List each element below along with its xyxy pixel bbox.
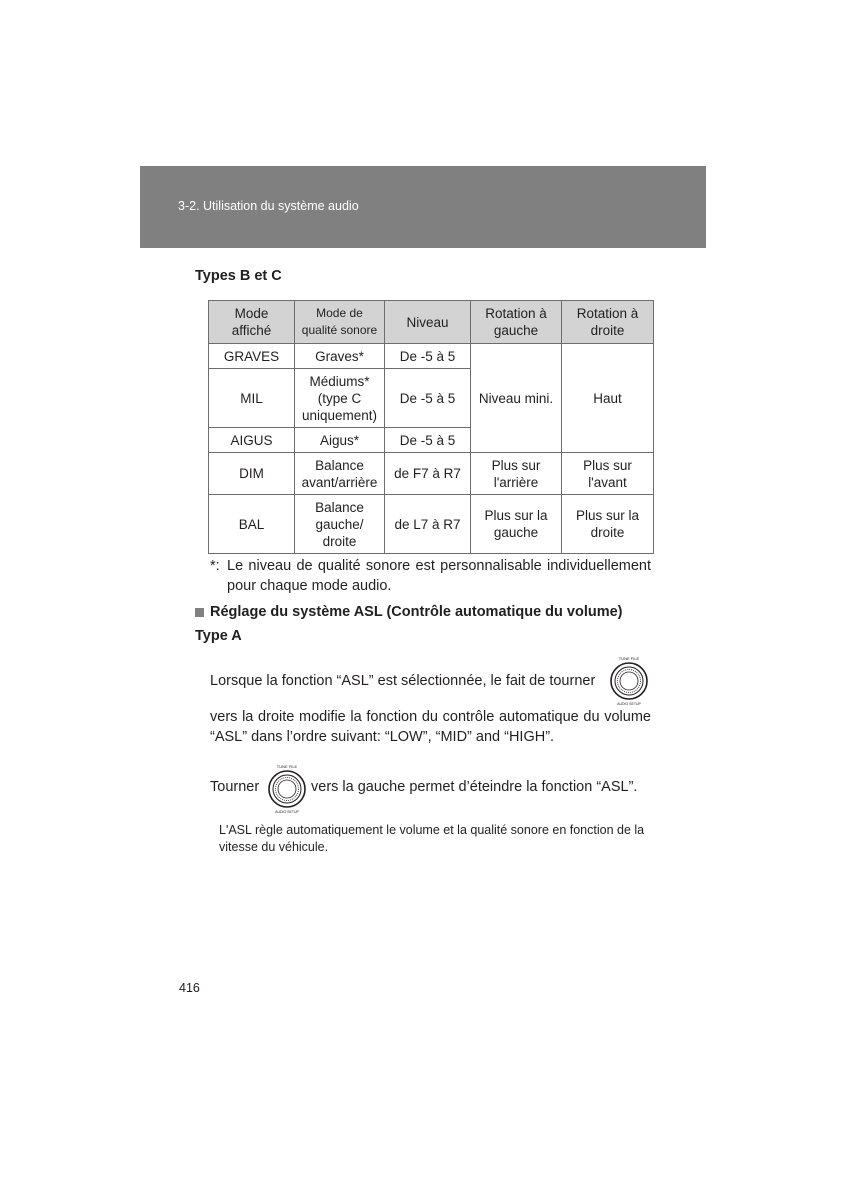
section-title: 3-2. Utilisation du système audio: [178, 199, 359, 213]
knob-top-label: TUNE FILE: [618, 656, 640, 661]
header-quality: Mode de qualité sonore: [295, 301, 385, 344]
cell-level: De -5 à 5: [385, 369, 471, 428]
asl-paragraph-3-before: Tourner: [210, 779, 260, 795]
header-level: Niveau: [385, 301, 471, 344]
asl-paragraph-1: Lorsque la fonction “ASL” est sélectionnée, le fait de tourner: [210, 673, 596, 689]
cell-quality: Aigus*: [295, 428, 385, 453]
asl-heading: [195, 604, 623, 620]
cell-mode: DIM: [209, 453, 295, 495]
tune-knob-icon: [606, 655, 652, 707]
type-a-label: Type A: [195, 628, 242, 644]
footnote: [210, 556, 651, 596]
cell-level: De -5 à 5: [385, 428, 471, 453]
table-row: [209, 344, 654, 369]
cell-rotate-left: Plus sur l'arrière: [471, 453, 562, 495]
cell-quality: Médiums* (type C uniquement): [295, 369, 385, 428]
knob-bottom-label: AUDIO SETUP: [617, 702, 641, 706]
footnote-mark: *:: [210, 558, 220, 574]
asl-note: L'ASL règle automatiquement le volume et la qualité sonore en fonction de la vitesse du véhicule.: [219, 823, 645, 854]
cell-rotate-left-merged: Niveau mini.: [471, 344, 562, 453]
cell-rotate-right: Plus sur l'avant: [562, 453, 654, 495]
cell-level: de L7 à R7: [385, 495, 471, 554]
cell-mode: MIL: [209, 369, 295, 428]
table-row: [209, 495, 654, 554]
page-number: 416: [179, 981, 200, 995]
table-row: [209, 453, 654, 495]
cell-mode: AIGUS: [209, 428, 295, 453]
header-band: [140, 166, 706, 248]
cell-rotate-right: Plus sur la droite: [562, 495, 654, 554]
knob-top-label: TUNE FILE: [276, 764, 298, 769]
cell-level: De -5 à 5: [385, 344, 471, 369]
asl-paragraph-3-after: vers la gauche permet d’éteindre la fonction “ASL”.: [311, 779, 638, 795]
cell-mode: GRAVES: [209, 344, 295, 369]
cell-quality: Graves*: [295, 344, 385, 369]
cell-quality: Balance avant/arrière: [295, 453, 385, 495]
cell-mode: BAL: [209, 495, 295, 554]
tune-knob-icon: [264, 763, 310, 815]
cell-rotate-right-merged: Haut: [562, 344, 654, 453]
square-bullet-icon: [195, 608, 204, 617]
asl-heading-text: Réglage du système ASL (Contrôle automatique du volume): [210, 604, 623, 620]
header-rotate-right: Rotation à droite: [562, 301, 654, 344]
cell-rotate-left: Plus sur la gauche: [471, 495, 562, 554]
header-rotate-left: Rotation à gauche: [471, 301, 562, 344]
cell-quality: Balance gauche/ droite: [295, 495, 385, 554]
asl-paragraph-2: vers la droite modifie la fonction du contrôle automatique du volume “ASL” dans l’ordre suivant: “LOW”, “MID” and “HIGH”.: [210, 709, 651, 745]
settings-table: [208, 300, 654, 554]
table-header-row: [209, 301, 654, 344]
cell-level: de F7 à R7: [385, 453, 471, 495]
types-title: Types B et C: [195, 268, 282, 284]
footnote-text: Le niveau de qualité sonore est personnalisable individuellement pour chaque mode audio.: [227, 558, 651, 594]
header-mode: Mode affiché: [209, 301, 295, 344]
knob-bottom-label: AUDIO SETUP: [275, 810, 299, 814]
